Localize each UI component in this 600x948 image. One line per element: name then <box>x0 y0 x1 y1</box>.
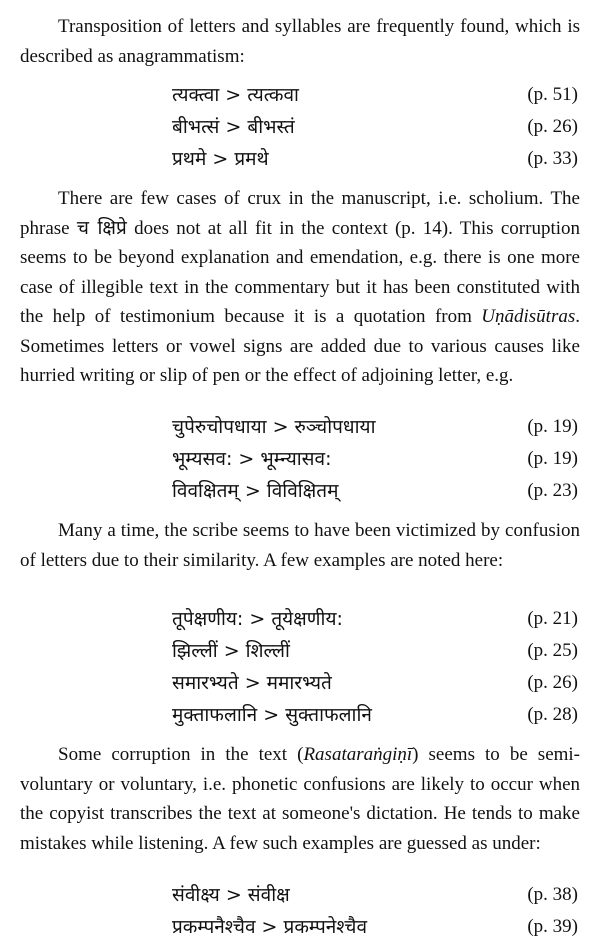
example-row <box>172 476 578 506</box>
page-reference: (p. 28) <box>527 704 578 725</box>
paragraph-text: . Sometimes letters or vowel signs are added due to various causes like hurried writing or slip of pen or the effect of adjoining letter, e.g. <box>20 306 580 386</box>
sanskrit-example: प्रकम्पनैश्चैव > प्रकम्पनेश्चैव <box>172 916 368 938</box>
paragraph-text: Transposition of letters and syllables are frequently found, which is described as anagrammatism: <box>20 16 580 67</box>
sanskrit-example: झिल्लीं > शिल्लीं <box>172 640 290 662</box>
paragraph-crux <box>20 184 580 391</box>
sanskrit-example: विवक्षितम् > विविक्षितम् <box>172 480 339 502</box>
sanskrit-example: संवीक्ष्य > संवीक्ष <box>172 884 290 906</box>
italic-title: Rasataraṅgiṇī <box>303 744 413 765</box>
example-row <box>172 668 578 698</box>
example-row <box>172 912 578 942</box>
sanskrit-example: प्रथमे > प्रमथे <box>172 148 269 170</box>
page-reference: (p. 26) <box>527 116 578 137</box>
paragraph-confusion <box>20 516 580 575</box>
page-reference: (p. 23) <box>527 480 578 501</box>
sanskrit-example: चुपेरुचोपधाया > रुञ्चोपधाया <box>172 416 376 438</box>
sanskrit-example: बीभत्सं > बीभस्तं <box>172 116 295 138</box>
paragraph-text: There are few cases of crux in the manuscript, i.e. scholium. The phrase <box>20 188 580 239</box>
sanskrit-example: त्यक्त्वा > त्यत्कवा <box>172 84 299 106</box>
example-row <box>172 604 578 634</box>
page-reference: (p. 19) <box>527 448 578 469</box>
example-row <box>172 412 578 442</box>
italic-title: Uṇādisūtras <box>481 306 576 327</box>
sanskrit-example: मुक्ताफलानि > सुक्ताफलानि <box>172 704 372 726</box>
page-reference: (p. 25) <box>527 640 578 661</box>
sanskrit-example: समारभ्यते > ममारभ्यते <box>172 672 332 694</box>
paragraph-text: Some corruption in the text ( <box>58 744 304 765</box>
example-row <box>172 444 578 474</box>
page-reference: (p. 21) <box>527 608 578 629</box>
paragraph-anagrammatism <box>20 12 580 71</box>
paragraph-phonetic <box>20 740 580 858</box>
example-row <box>172 880 578 910</box>
page-reference: (p. 19) <box>527 416 578 437</box>
sanskrit-example: भूम्यसव: > भूम्न्यासव: <box>172 448 332 470</box>
page-reference: (p. 38) <box>527 884 578 905</box>
example-row <box>172 700 578 730</box>
page-reference: (p. 33) <box>527 148 578 169</box>
example-row <box>172 112 578 142</box>
paragraph-text: Many a time, the scribe seems to have been victimized by confusion of letters due to their similarity. A few examples are noted here: <box>20 520 580 571</box>
sanskrit-phrase: च क्षिप्रे <box>76 216 127 239</box>
page-reference: (p. 39) <box>527 916 578 937</box>
paragraph-text: ) seems to be semi-voluntary or voluntary, i.e. phonetic confusions are likely to occur when the copyist transcribes the text at someone's dictation. He tends to make mistakes while listening. A few such examples are guessed as under: <box>20 744 581 854</box>
paragraph-text: does not at all fit in the context (p. 14). This corruption seems to be beyond explanation and emendation, e.g. there is one more case of illegible text in the commentary but it has been constituted with the help of testimonium because it is a quotation from <box>20 217 580 327</box>
example-row <box>172 144 578 174</box>
example-row <box>172 636 578 666</box>
page-reference: (p. 26) <box>527 672 578 693</box>
sanskrit-example: तूपेक्षणीय: > तूयेक्षणीय: <box>172 608 343 630</box>
example-row <box>172 80 578 110</box>
page-reference: (p. 51) <box>527 84 578 105</box>
